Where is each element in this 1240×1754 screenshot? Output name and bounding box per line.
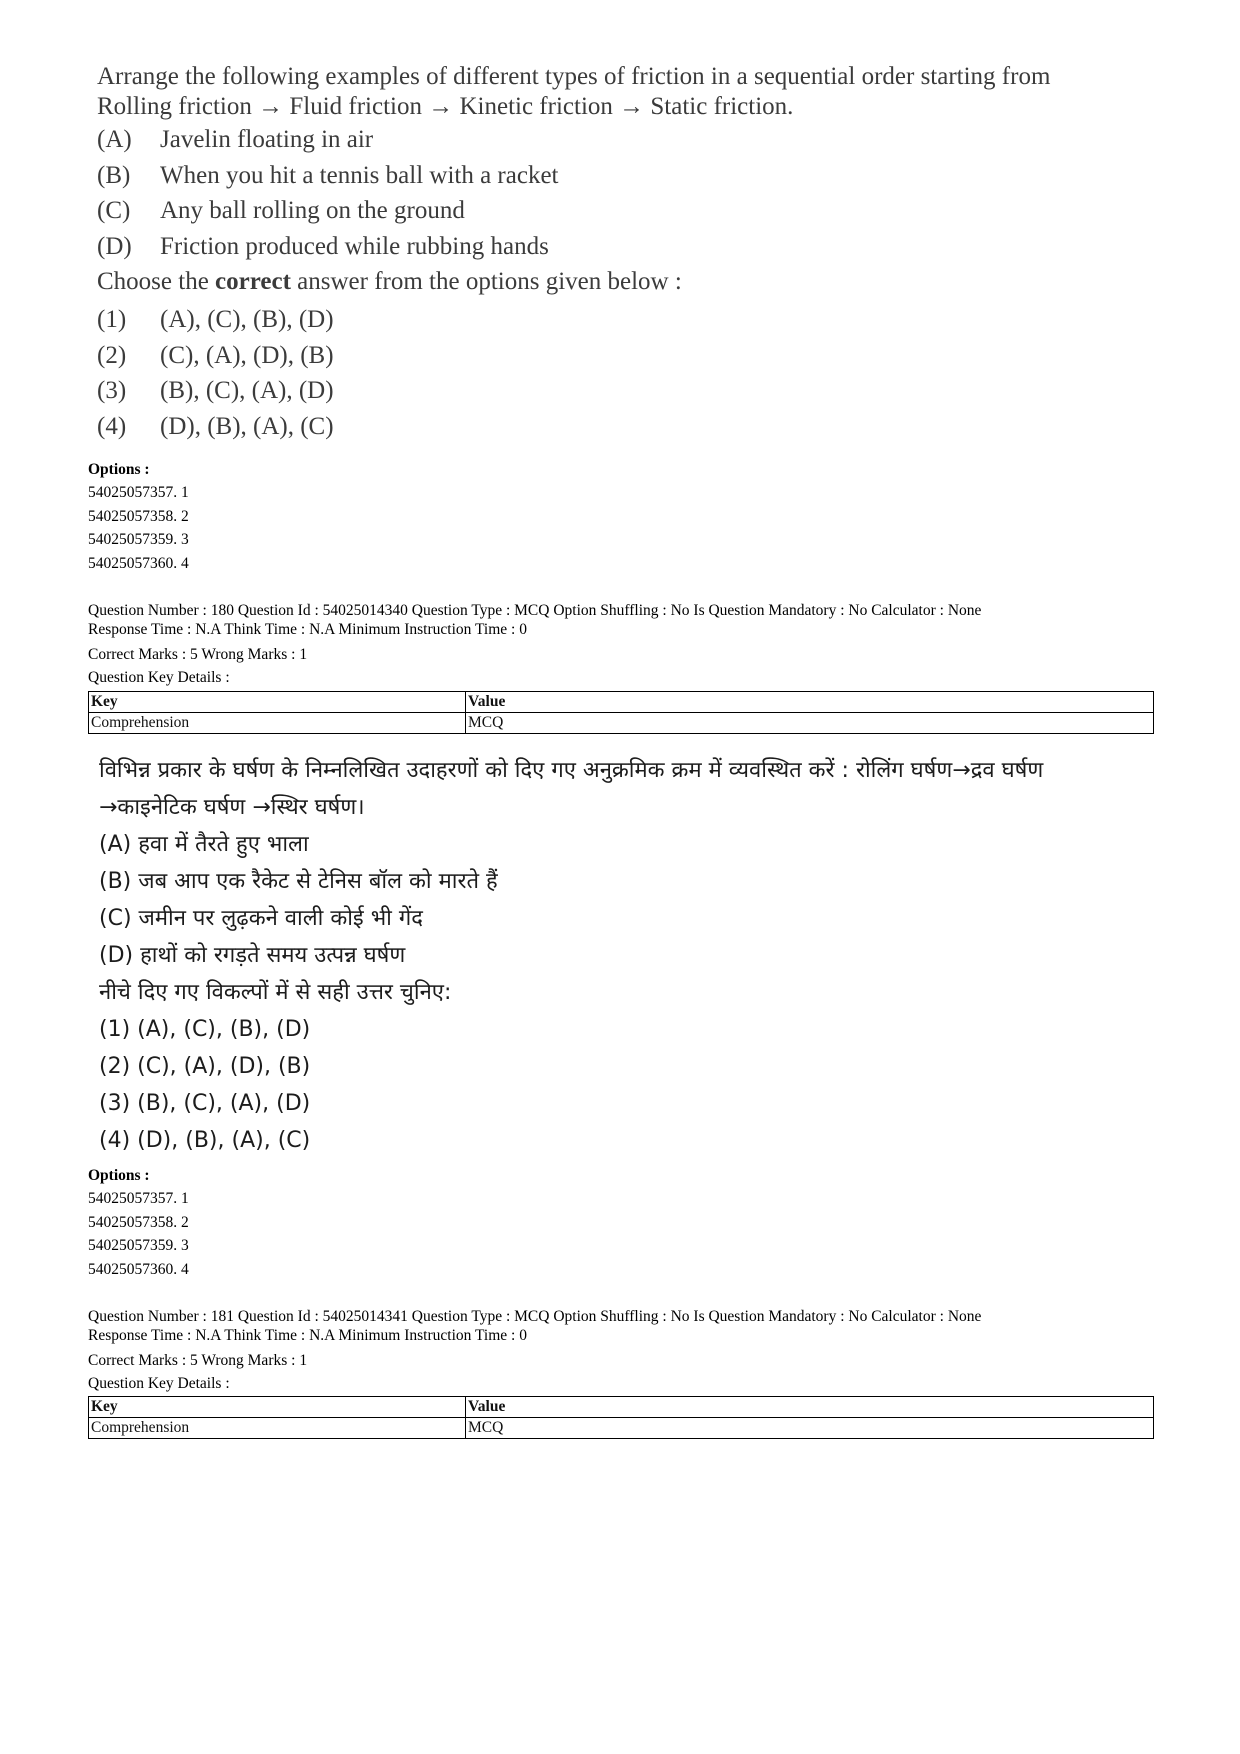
english-answer: (1) (A), (C), (B), (D)	[97, 306, 334, 333]
english-answer: (3) (B), (C), (A), (D)	[97, 377, 334, 404]
english-items	[97, 122, 1177, 264]
question-180-line-1: Question Number : 180 Question Id : 54025014340 Question Type : MCQ Option Shuffling : No Is Question Mandatory : No Calculator : None	[88, 602, 982, 619]
option-line: 54025057358. 2	[88, 1213, 189, 1231]
hindi-answer: (2) (C), (A), (D), (B)	[99, 1054, 311, 1079]
hindi-answer: (1) (A), (C), (B), (D)	[99, 1017, 311, 1042]
hindi-answer: (3) (B), (C), (A), (D)	[99, 1091, 311, 1116]
english-item: (A) Javelin floating in air	[97, 126, 374, 153]
table-row	[89, 1397, 1154, 1418]
table-row	[89, 692, 1154, 713]
hindi-item: (A) हवा में तैरते हुए भाला	[99, 832, 309, 857]
english-stem-line-1: Arrange the following examples of different types of friction in a sequential order starting from	[97, 63, 1051, 90]
option-line: 54025057357. 1	[88, 1190, 189, 1207]
question-180-key-heading: Question Key Details :	[88, 669, 230, 686]
table-header-value: Value	[466, 1397, 1154, 1418]
table-cell-key: Comprehension	[89, 1418, 466, 1439]
table-row	[89, 1418, 1154, 1439]
hindi-items	[99, 826, 1179, 974]
table-header-value: Value	[466, 692, 1154, 713]
hindi-item: (D) हाथों को रगड़ते समय उत्पन्न घर्षण	[99, 943, 406, 968]
english-answer: (2) (C), (A), (D), (B)	[97, 341, 334, 369]
question-181-key-table	[88, 1396, 1154, 1439]
table-cell-key: Comprehension	[89, 713, 466, 734]
question-180-key-table	[88, 691, 1154, 734]
options-heading: Options :	[88, 1167, 150, 1184]
english-item: (C) Any ball rolling on the ground	[97, 197, 465, 224]
hindi-stem-line-2: →काइनेटिक घर्षण →स्थिर घर्षण।	[99, 795, 365, 820]
question-181-header	[88, 1307, 1158, 1345]
english-answers	[97, 302, 1177, 444]
english-choose-instruction: Choose the correct answer from the options given below :	[97, 268, 682, 295]
option-line: 54025057360. 4	[88, 554, 189, 572]
question-181-line-1: Question Number : 181 Question Id : 54025014341 Question Type : MCQ Option Shuffling : No Is Question Mandatory : No Calculator : None	[88, 1308, 982, 1325]
table-cell-value: MCQ	[466, 713, 1154, 734]
table-cell-value: MCQ	[466, 1418, 1154, 1439]
table-row	[89, 713, 1154, 734]
table-header-key: Key	[89, 692, 466, 713]
hindi-answer: (4) (D), (B), (A), (C)	[99, 1128, 311, 1153]
option-line: 54025057358. 2	[88, 507, 189, 525]
english-stem-line-2: Rolling friction → Fluid friction → Kinetic friction → Static friction.	[97, 93, 794, 120]
hindi-choose-instruction: नीचे दिए गए विकल्पों में से सही उत्तर चुनिए:	[99, 980, 452, 1005]
question-181-key-heading: Question Key Details :	[88, 1375, 230, 1392]
table-header-key: Key	[89, 1397, 466, 1418]
english-answer: (4) (D), (B), (A), (C)	[97, 412, 334, 440]
hindi-stem-line-1: विभिन्न प्रकार के घर्षण के निम्नलिखित उदाहरणों को दिए गए अनुक्रमिक क्रम में व्यवस्थित करें : रोलिंग घर्षण→द्रव घर्षण	[99, 758, 1044, 783]
english-item: (B) When you hit a tennis ball with a racket	[97, 161, 559, 189]
hindi-question	[99, 752, 1179, 1159]
options-block-2	[88, 1164, 1158, 1281]
hindi-item: (C) जमीन पर लुढ़कने वाली कोई भी गेंद	[99, 906, 423, 931]
hindi-answers	[99, 1011, 1179, 1159]
option-line: 54025057357. 1	[88, 484, 189, 501]
hindi-item: (B) जब आप एक रैकेट से टेनिस बॉल को मारते हैं	[99, 869, 498, 894]
question-181-marks: Correct Marks : 5 Wrong Marks : 1	[88, 1352, 308, 1369]
question-180-marks: Correct Marks : 5 Wrong Marks : 1	[88, 646, 308, 663]
options-heading: Options :	[88, 461, 150, 478]
options-block-1	[88, 458, 1158, 575]
english-item: (D) Friction produced while rubbing hands	[97, 232, 549, 260]
option-line: 54025057360. 4	[88, 1260, 189, 1278]
question-180-line-2: Response Time : N.A Think Time : N.A Minimum Instruction Time : 0	[88, 621, 527, 638]
option-line: 54025057359. 3	[88, 1237, 189, 1254]
option-line: 54025057359. 3	[88, 531, 189, 548]
question-180-header	[88, 601, 1158, 639]
question-181-line-2: Response Time : N.A Think Time : N.A Minimum Instruction Time : 0	[88, 1327, 527, 1344]
english-question	[97, 62, 1177, 444]
